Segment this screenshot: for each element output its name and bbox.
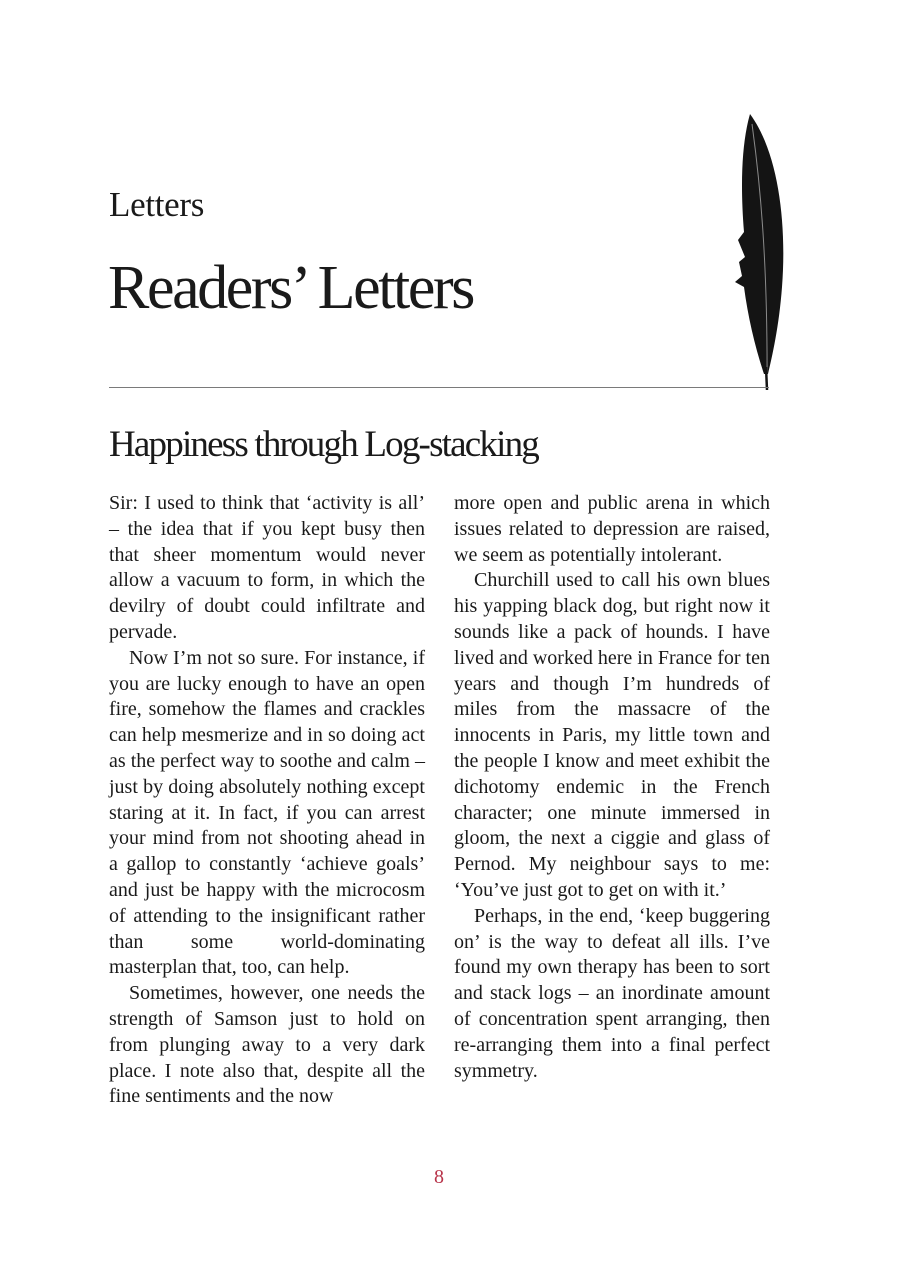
paragraph: Sometimes, however, one needs the strength of Samson just to hold on from plunging away to a very dark place. I note also that, despite all the fine sentiments and the now	[109, 982, 425, 1108]
section-label: Letters	[109, 185, 205, 224]
article-title: Happiness through Log-stacking	[109, 424, 538, 465]
header-divider	[109, 387, 769, 388]
paragraph: more open and public arena in which issues related to depression are raised, we seem as potentially intolerant.	[454, 492, 770, 566]
page-number: 8	[434, 1166, 444, 1188]
right-column	[454, 491, 770, 1084]
quill-feather-icon	[730, 112, 790, 392]
page-title: Readers’ Letters	[108, 254, 473, 322]
paragraph: Sir: I used to think that ‘activity is all’ – the idea that if you kept busy then that sheer momentum would never allow a vacuum to form, in which the devilry of doubt could infiltrate and pervade.	[109, 492, 425, 643]
paragraph: Now I’m not so sure. For instance, if you are lucky enough to have an open fire, somehow the flames and crackles can help mesmerize and in so doing act as the perfect way to soothe and calm – just by doing absolutely nothing except staring at it. In fact, if you can arrest your mind from not shooting ahead in a gallop to constantly ‘achieve goals’ and just be happy with the microcosm of attending to the insignificant rather than some world-dominating masterplan that, too, can help.	[109, 646, 425, 979]
paragraph: Churchill used to call his own blues his yapping black dog, but right now it sounds like a pack of hounds. I have lived and worked here in France for ten years and though I’m hundreds of miles from the massacre of the innocents in Paris, my little town and the people I know and meet exhibit the dichotomy endemic in the French character; one minute immersed in gloom, the next a ciggie and glass of Pernod. My neighbour says to me: ‘You’ve just got to get on with it.’	[454, 569, 770, 901]
left-column	[109, 491, 425, 1110]
paragraph: Perhaps, in the end, ‘keep buggering on’ is the way to defeat all ills. I’ve found my own therapy has been to sort and stack logs – an inordinate amount of concentration spent arranging, then re-arranging them into a final perfect symmetry.	[454, 904, 770, 1082]
